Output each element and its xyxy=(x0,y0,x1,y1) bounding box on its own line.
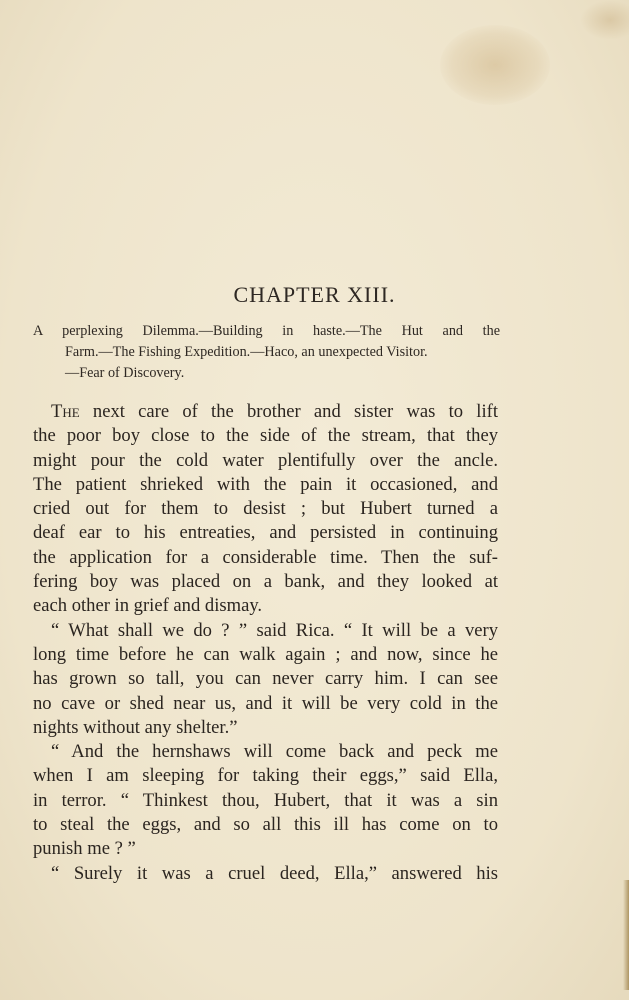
body-line: in terror. “ Thinkest thou, Hubert, that it was a sin xyxy=(33,789,498,811)
body-line: might pour the cold water plentifully over the ancle. xyxy=(33,449,498,471)
body-line: the application for a considerable time. Then the suf- xyxy=(33,546,498,568)
body-line: “ Surely it was a cruel deed, Ella,” answered his xyxy=(51,862,498,884)
body-line: The next care of the brother and sister was to lift xyxy=(51,401,498,422)
body-line: no cave or shed near us, and it will be very cold in the xyxy=(33,692,498,714)
body-line: nights without any shelter.” xyxy=(33,716,238,738)
synopsis-line: Farm.—The Fishing Expedition.—Haco, an unexpected Visitor. xyxy=(65,344,428,360)
body-line: fering boy was placed on a bank, and they looked at xyxy=(33,571,498,593)
body-line: the poor boy close to the side of the stream, that they xyxy=(33,425,498,447)
synopsis-line: A perplexing Dilemma.—Building in haste.—The Hut and the xyxy=(33,323,500,339)
body-line: long time before he can walk again ; and now, since he xyxy=(33,643,498,665)
paper-stain xyxy=(440,25,550,105)
paper-stain xyxy=(580,0,629,40)
chapter-synopsis xyxy=(33,321,500,384)
drop-word: The xyxy=(51,401,80,422)
body-line: when I am sleeping for taking their eggs,” said Ella, xyxy=(33,765,498,787)
chapter-title: CHAPTER XIII. xyxy=(233,282,396,307)
body-line: each other in grief and dismay. xyxy=(33,595,263,617)
page-edge-shadow xyxy=(623,880,629,990)
synopsis-line: —Fear of Discovery. xyxy=(65,365,185,381)
body-line: The patient shrieked with the pain it occasioned, and xyxy=(33,473,498,495)
body-line: punish me ? ” xyxy=(33,838,136,860)
body-line: to steal the eggs, and so all this ill has come on to xyxy=(33,814,498,836)
body-text xyxy=(33,400,498,886)
body-line: has grown so tall, you can never carry him. I can see xyxy=(33,668,498,690)
body-line: cried out for them to desist ; but Hubert turned a xyxy=(33,498,498,520)
body-line: “ What shall we do ? ” said Rica. “ It will be a very xyxy=(51,619,498,641)
body-line: deaf ear to his entreaties, and persisted in continuing xyxy=(33,522,498,544)
body-line: “ And the hernshaws will come back and peck me xyxy=(51,741,498,763)
